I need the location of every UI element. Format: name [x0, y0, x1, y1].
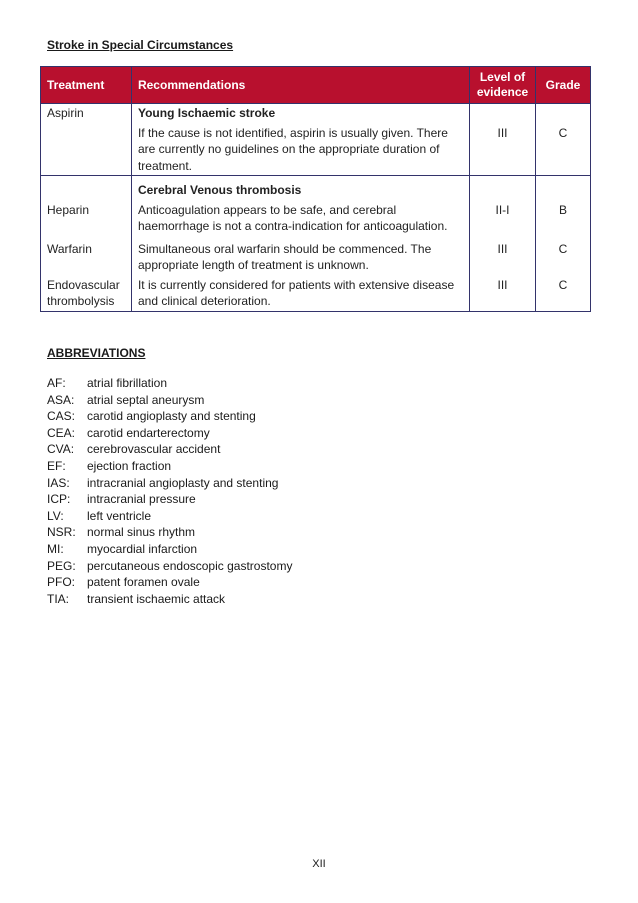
recommendation-cell: It is currently considered for patients with extensive disease and clinical deterioration.	[131, 274, 469, 312]
abbreviations-list	[47, 375, 292, 607]
abbreviation: ICP:	[47, 492, 71, 507]
section-heading-cvt: Cerebral Venous thrombosis	[131, 176, 469, 199]
abbreviation: CVA:	[47, 442, 75, 457]
recommendations-table	[40, 66, 591, 312]
abbreviation-definition: cerebrovascular accident	[87, 442, 221, 457]
table-row	[41, 104, 591, 122]
abbreviation-definition: intracranial pressure	[87, 492, 196, 507]
abbreviation: LV:	[47, 508, 64, 523]
section-heading-young-stroke: Young Ischaemic stroke	[131, 104, 469, 122]
list-item	[47, 574, 292, 591]
list-item	[47, 425, 292, 442]
abbreviation-definition: percutaneous endoscopic gastrostomy	[87, 558, 293, 573]
grade-cell: C	[536, 274, 591, 312]
list-item	[47, 558, 292, 575]
abbreviation: IAS:	[47, 475, 70, 490]
list-item	[47, 441, 292, 458]
abbreviation-definition: carotid endarterectomy	[87, 425, 210, 440]
treatment-cell: Warfarin	[41, 235, 132, 274]
abbreviation-definition: left ventricle	[87, 508, 152, 523]
treatment-cell: Heparin	[41, 199, 132, 235]
list-item	[47, 508, 292, 525]
grade-cell: C	[536, 235, 591, 274]
abbreviation-definition: intracranial angioplasty and stenting	[87, 475, 279, 490]
grade-cell: B	[536, 199, 591, 235]
abbreviations-heading: ABBREVIATIONS	[47, 346, 146, 360]
abbreviation-definition: patent foramen ovale	[87, 575, 200, 590]
header-grade: Grade	[536, 67, 591, 104]
list-item	[47, 375, 292, 392]
abbreviation: NSR:	[47, 525, 76, 540]
list-item	[47, 475, 292, 492]
abbreviation-definition: normal sinus rhythm	[87, 525, 196, 540]
abbreviation-definition: atrial fibrillation	[87, 376, 168, 390]
page-title: Stroke in Special Circumstances	[47, 38, 234, 52]
list-item	[47, 458, 292, 475]
treatment-cell: Aspirin	[41, 104, 132, 122]
abbreviation: ASA:	[47, 392, 75, 407]
table-row	[41, 235, 591, 274]
abbreviation: CEA:	[47, 425, 76, 440]
abbreviation: TIA:	[47, 591, 70, 606]
abbreviation-definition: transient ischaemic attack	[87, 591, 226, 606]
table-row	[41, 274, 591, 312]
abbreviation-definition: atrial septal aneurysm	[87, 392, 205, 407]
abbreviation-definition: carotid angioplasty and stenting	[87, 409, 256, 424]
list-item	[47, 524, 292, 541]
list-item	[47, 392, 292, 409]
table-header-row	[41, 67, 591, 104]
table-row	[41, 176, 591, 199]
abbreviation: AF:	[47, 376, 66, 390]
abbreviation: CAS:	[47, 409, 76, 424]
treatment-cell: Endovascular thrombolysis	[41, 274, 132, 312]
level-cell: II-I	[470, 199, 536, 235]
abbreviation: PFO:	[47, 575, 76, 590]
list-item	[47, 541, 292, 558]
header-level-of-evidence: Level of evidence	[470, 67, 536, 104]
list-item	[47, 591, 292, 608]
recommendation-cell: Anticoagulation appears to be safe, and cerebral haemorrhage is not a contra-indication for anticoagulation.	[131, 199, 469, 235]
abbreviation: PEG:	[47, 558, 76, 573]
level-cell: III	[470, 274, 536, 312]
list-item	[47, 491, 292, 508]
level-cell: III	[470, 122, 536, 176]
recommendation-cell: Simultaneous oral warfarin should be commenced. The appropriate length of treatment is unknown.	[131, 235, 469, 274]
grade-cell: C	[536, 122, 591, 176]
table-row	[41, 199, 591, 235]
table-row	[41, 122, 591, 176]
recommendation-cell: If the cause is not identified, aspirin is usually given. There are currently no guidelines on the appropriate duration of treatment.	[131, 122, 469, 176]
abbreviation-definition: myocardial infarction	[87, 541, 198, 556]
header-treatment: Treatment	[41, 67, 132, 104]
level-cell: III	[470, 235, 536, 274]
abbreviation: MI:	[47, 541, 64, 556]
page-number: XII	[312, 858, 326, 870]
abbreviation-definition: ejection fraction	[87, 458, 172, 473]
abbreviation: EF:	[47, 458, 66, 473]
header-recommendations: Recommendations	[131, 67, 469, 104]
list-item	[47, 408, 292, 425]
